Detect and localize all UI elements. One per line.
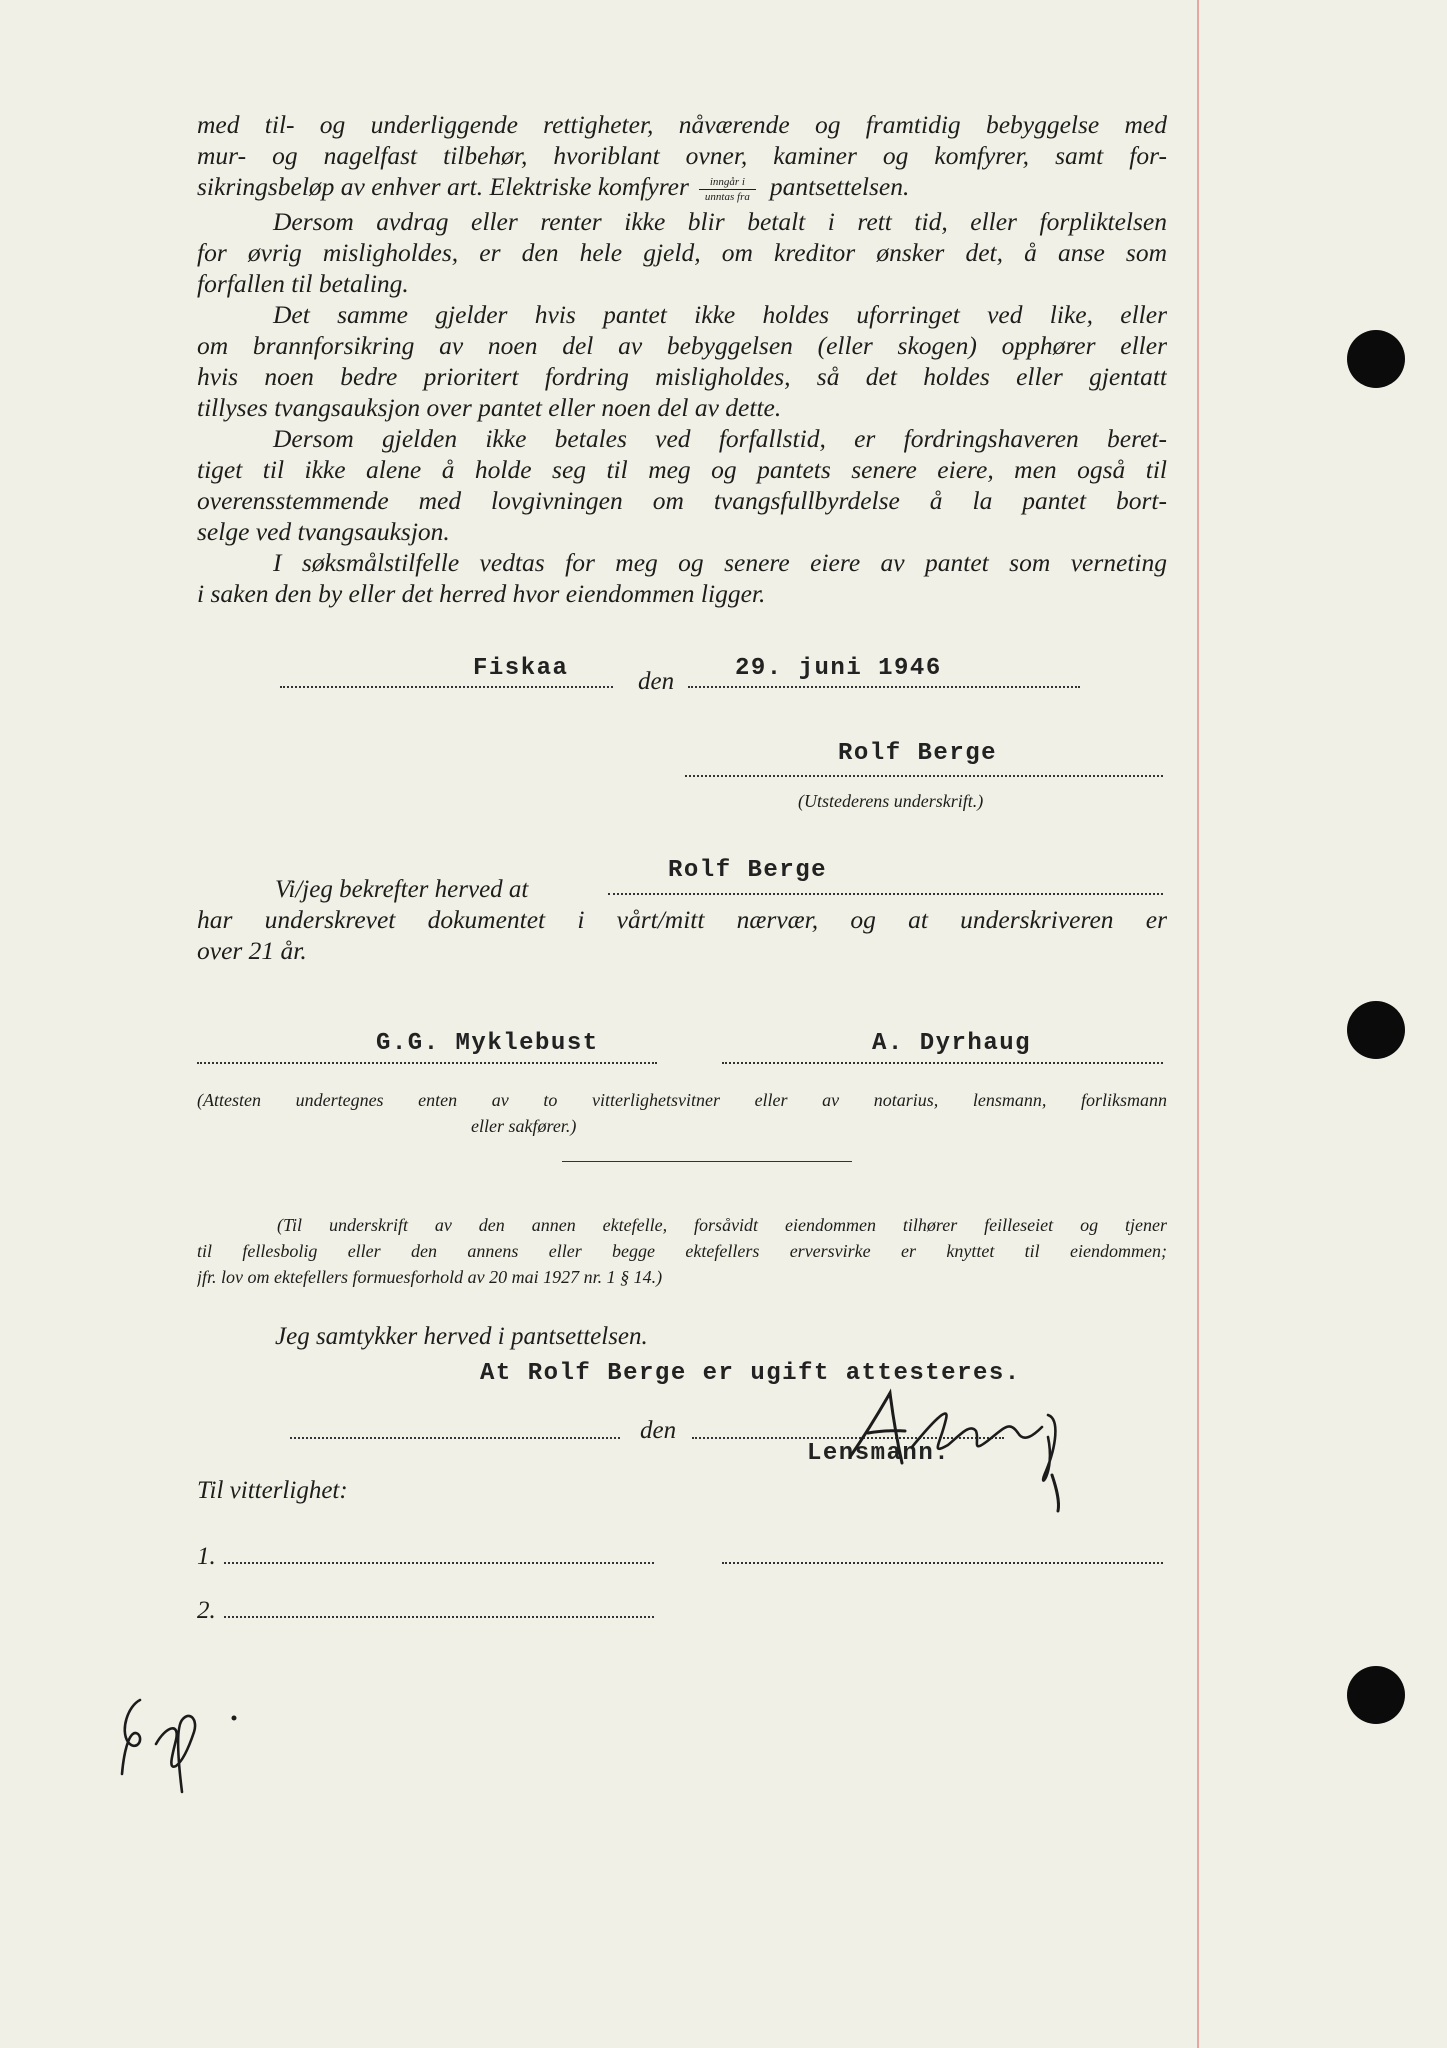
witness-number: 2. (197, 1597, 216, 1624)
body-line: med til- og underliggende rettigheter, nåværende og framtidig bebyggelse med (197, 110, 1167, 139)
dotted-line (280, 686, 613, 688)
spouse-note: (Til underskrift av den annen ektefelle, forsåvidt eiendommen tilhører feilleseiet og tjener til fellesbolig eller den annens eller begge ektefellers erversvirke er knyttet til eiendommen; jfr. lov om ektefellers formuesforhold av 20 mai 1927 nr. 1 § 14.) (197, 1215, 1167, 1287)
den-label: den (638, 668, 675, 695)
body-line: om brannforsikring av noen del av bebyggelsen (eller skogen) opphører eller (197, 331, 1167, 360)
fraction-choice: $\frac{\text{inngår i}}{\text{unntas fra}}$ (699, 176, 756, 203)
dotted-line (290, 1437, 620, 1439)
dotted-line (722, 1062, 1163, 1064)
punch-hole-icon (1347, 1001, 1405, 1059)
handwritten-initials (110, 1670, 260, 1800)
dotted-line (224, 1562, 654, 1564)
body-line: Det samme gjelder hvis pantet ikke holdes uforringet ved like, eller (273, 300, 1167, 329)
body-line: for øvrig misligholdes, er den hele gjeld, om kreditor ønsker det, å anse som (197, 238, 1167, 267)
body-line: hvis noen bedre prioritert fordring misligholdes, så det holdes eller gjentatt (197, 362, 1167, 391)
body-line: overensstemmende med lovgivningen om tvangsfullbyrdelse å la pantet bort- (197, 486, 1167, 515)
body-line: Dersom avdrag eller renter ikke blir betalt i rett tid, eller forpliktelsen (273, 207, 1167, 236)
dotted-line (197, 1062, 657, 1064)
place-typed: Fiskaa (473, 655, 569, 682)
confirm-line: over 21 år. (197, 936, 307, 965)
body-line: I søksmålstilfelle vedtas for meg og senere eiere av pantet som verneting (273, 548, 1167, 577)
dotted-line (722, 1562, 1163, 1564)
witness-number: 1. (197, 1543, 216, 1570)
body-line: selge ved tvangsauksjon. (197, 517, 450, 546)
rule-line (562, 1161, 852, 1162)
dotted-line (688, 686, 1080, 688)
dotted-line (224, 1616, 654, 1618)
consent-text: Jeg samtykker herved i pantsettelsen. (275, 1323, 648, 1350)
body-line: sikringsbeløp av enhver art. Elektriske komfyrer (197, 172, 689, 201)
attest-typed: At Rolf Berge er ugift attesteres. (480, 1360, 1021, 1387)
body-line: tiget til ikke alene å holde seg til meg og pantets senere eiere, men også til (197, 455, 1167, 484)
body-line: Dersom gjelden ikke betales ved forfallstid, er fordringshaveren beret- (273, 424, 1167, 453)
date-typed: 29. juni 1946 (735, 655, 942, 682)
punch-hole-icon (1347, 1666, 1405, 1724)
body-line-end: pantsettelsen. (769, 172, 910, 201)
den-label-2: den (640, 1417, 677, 1444)
witness-heading: Til vitterlighet: (197, 1477, 348, 1504)
body-line: i saken den by eller det herred hvor eiendommen ligger. (197, 579, 766, 608)
witness-2-typed: A. Dyrhaug (872, 1030, 1032, 1057)
punch-hole-icon (1347, 330, 1405, 388)
body-line: forfallen til betaling. (197, 269, 409, 298)
body-line-with-fraction (197, 171, 1167, 203)
issuer-name-typed: Rolf Berge (838, 740, 998, 767)
handwritten-signature (820, 1375, 1100, 1515)
confirm-name-typed: Rolf Berge (668, 857, 828, 884)
confirm-prefix: Vi/jeg bekrefter herved at (275, 876, 529, 903)
body-line: tillyses tvangsauksjon over pantet eller noen del av dette. (197, 393, 782, 422)
confirm-line: har underskrevet dokumentet i vårt/mitt nærvær, og at underskriveren er (197, 905, 1167, 934)
official-title-typed: Lensmann. (807, 1440, 951, 1467)
issuer-caption: (Utstederens underskrift.) (798, 791, 984, 811)
dotted-line (608, 893, 1163, 895)
dotted-line (685, 775, 1163, 777)
margin-rule (1197, 0, 1199, 2048)
witness-1-typed: G.G. Myklebust (376, 1030, 599, 1057)
attest-note: (Attesten undertegnes enten av to vitterlighetsvitner eller av notarius, lensmann, forliksmann eller sakfører.) (197, 1090, 1167, 1136)
body-line: mur- og nagelfast tilbehør, hvoriblant ovner, kaminer og komfyrer, samt for- (197, 141, 1167, 170)
